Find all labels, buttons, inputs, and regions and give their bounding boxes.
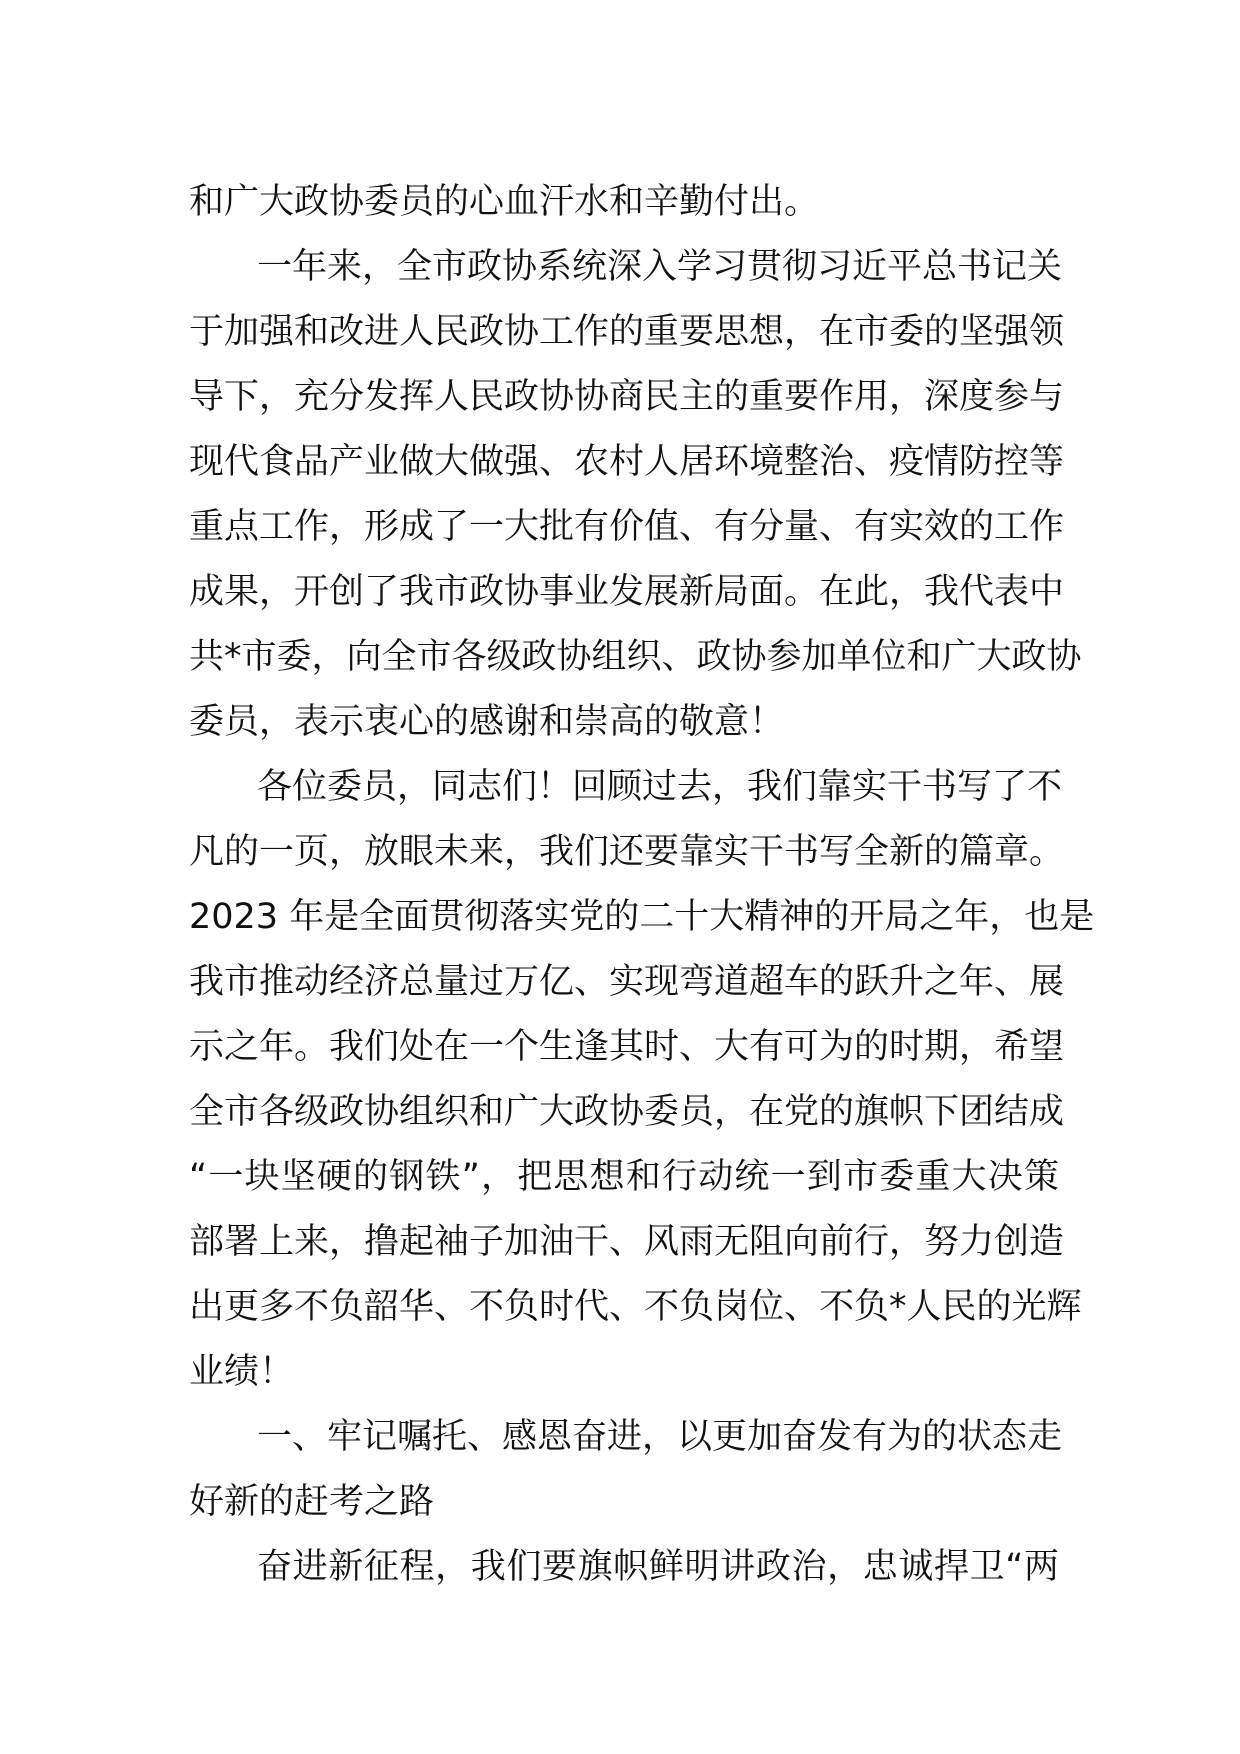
text-line: 凡的一页，放眼未来，我们还要靠实干书写全新的篇章。 xyxy=(189,832,1065,872)
text-line: 一、牢记嘱托、感恩奋进，以更加奋发有为的状态走 xyxy=(257,1417,1063,1457)
text-line: 出更多不负韶华、不负时代、不负岗位、不负*人民的光辉 xyxy=(189,1287,1082,1327)
text-line: 导下，充分发挥人民政协协商民主的重要作用，深度参与 xyxy=(189,377,1065,417)
text-line: 一年来，全市政协系统深入学习贯彻习近平总书记关 xyxy=(257,247,1063,287)
text-line: 业绩！ xyxy=(189,1352,295,1392)
text-line: 共*市委，向全市各级政协组织、政协参加单位和广大政协 xyxy=(189,637,1082,677)
text-line: 于加强和改进人民政协工作的重要思想，在市委的坚强领 xyxy=(189,312,1065,352)
text-line: 各位委员，同志们！回顾过去，我们靠实干书写了不 xyxy=(257,767,1063,807)
text-line: 委员，表示衷心的感谢和崇高的敬意！ xyxy=(189,702,785,742)
text-line: 现代食品产业做大做强、农村人居环境整治、疫情防控等 xyxy=(189,442,1065,482)
text-line: 全市各级政协组织和广大政协委员，在党的旗帜下团结成 xyxy=(189,1092,1065,1132)
text-line: 奋进新征程，我们要旗帜鲜明讲政治，忠诚捍卫“两 xyxy=(257,1547,1059,1587)
text-line: 成果，开创了我市政协事业发展新局面。在此，我代表中 xyxy=(189,572,1065,612)
text-line: 重点工作，形成了一大批有价值、有分量、有实效的工作 xyxy=(189,507,1065,547)
body-text xyxy=(189,170,1095,1600)
text-line: 2023 年是全面贯彻落实党的二十大精神的开局之年，也是 xyxy=(189,897,1095,937)
text-line: 和广大政协委员的心血汗水和辛勤付出。 xyxy=(189,182,820,222)
text-line: 我市推动经济总量过万亿、实现弯道超车的跃升之年、展 xyxy=(189,962,1065,1002)
text-line: 示之年。我们处在一个生逢其时、大有可为的时期，希望 xyxy=(189,1027,1065,1067)
text-line: 部署上来，撸起袖子加油干、风雨无阻向前行，努力创造 xyxy=(189,1222,1065,1262)
text-line: 好新的赶考之路 xyxy=(189,1482,435,1522)
text-line: “一块坚硬的钢铁”，把思想和行动统一到市委重大决策 xyxy=(189,1157,1059,1197)
